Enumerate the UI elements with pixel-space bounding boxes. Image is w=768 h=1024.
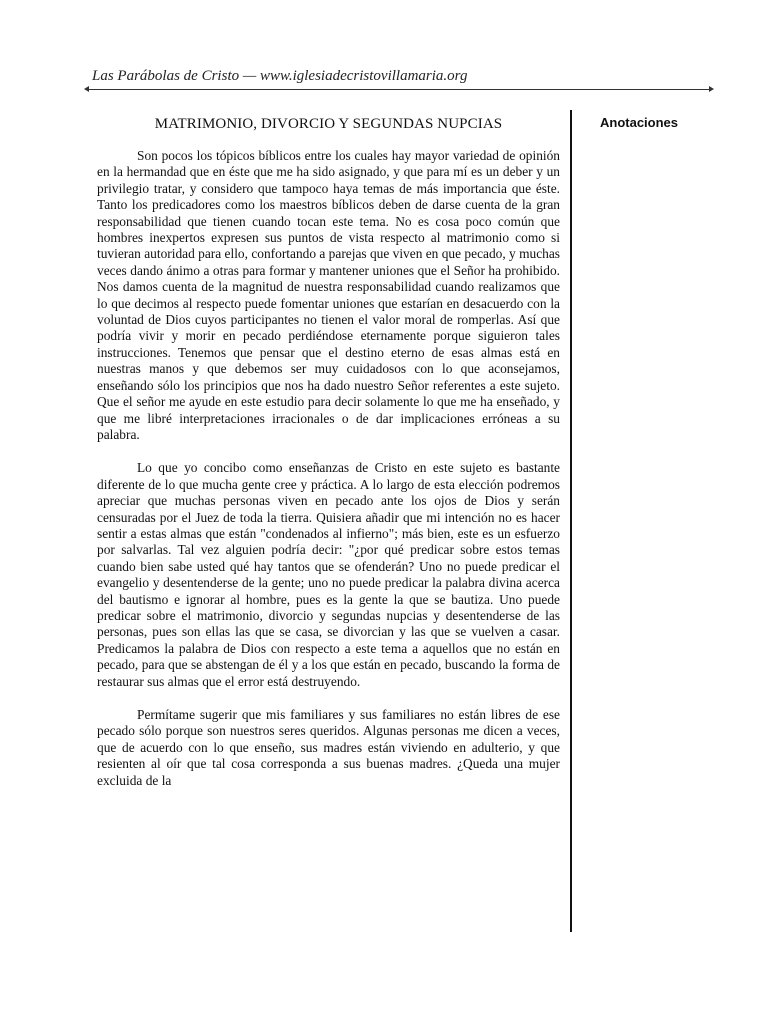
- article-title: MATRIMONIO, DIVORCIO Y SEGUNDAS NUPCIAS: [154, 116, 503, 132]
- paragraph-3: Permítame sugerir que mis familiares y sus familiares no están libres de ese pecado sólo porque son nuestros seres queridos. Algunas personas me dicen a veces, que de acuerdo con lo que enseño, sus madres están viviendo en adulterio, y que resienten al oír que tal cosa corresponda a sus buenas madres. ¿Queda una mujer excluida de la: [97, 707, 560, 788]
- main-text-column: [97, 114, 560, 789]
- header-rule-right-arrow: [709, 86, 714, 92]
- paragraph-2: Lo que yo concibo como enseñanzas de Cristo en este sujeto es bastante diferente de lo que mucha gente cree y práctica. A lo largo de esta elección podremos apreciar que muchas personas viven en pecado ante los ojos de Dios y serán censuradas por el Juez de toda la tierra. Quisiera añadir que mi intención no es hacer sentir a estas almas que están "condenados al infierno"; más bien, este es un esfuerzo por salvarlas. Tal vez alguien podría decir: "¿por qué predicar sobre estos temas cuando bien sabe usted qué hay tantos que se ofenderán? Uno no puede predicar el evangelio y desentenderse de la gente; uno no puede predicar la palabra divina acerca del bautismo e ignorar al hombre, pues es la gente la que se bautiza. Uno puede predicar sobre el matrimonio, divorcio y segundas nupcias y desentenderse de las personas, pues son ellas las que se casa, se divorcian y las que se vuelven a casar. Predicamos la palabra de Dios con respecto a este tema a aquellos que no están en pecado, para que se abstengan de él y a los que están en pecado, buscando la forma de restaurar sus almas que el error está destruyendo.: [97, 460, 560, 689]
- header-rule: [88, 89, 710, 90]
- page-header: Las Parábolas de Cristo — www.iglesiadecristovillamaria.org: [92, 68, 468, 84]
- paragraph-1: Son pocos los tópicos bíblicos entre los cuales hay mayor variedad de opinión en la hermandad que en éste que me ha sido asignado, y que para mí es un deber y un privilegio tratar, y considero que tampoco haya temas de más importancia que éste. Tanto los predicadores como los maestros bíblicos deben de darse cuenta de la gran responsabilidad que tienen cuando tocan este tema. No es cosa poco común que hombres inexpertos expresen sus puntos de vista respecto al matrimonio como si tuvieran autoridad para ello, confortando a parejas que viven en que pecado, y muchas veces dando ánimo a otras para formar y mantener uniones que el Señor ha prohibido. Nos damos cuenta de la magnitud de nuestra responsabilidad cuando realizamos que lo que decimos al respecto puede fomentar uniones que estarían en desacuerdo con la voluntad de Dios cuyos participantes no tienen el valor moral de romperlas. Así que podría vivir y morir en pecado perdiéndose eternamente porque siguieron tales instrucciones. Tenemos que pensar que el destino eterno de esas almas está en nuestras manos y que debemos ser muy cuidadosos con lo que aconsejamos, enseñando sólo los principios que nos ha dado nuestro Señor referentes a este sujeto. Que el señor me ayude en este estudio para decir solamente lo que me ha enseñado, y que me libré interpretaciones irracionales o de dar implicaciones erróneas a su palabra.: [97, 148, 560, 442]
- column-divider: [570, 110, 572, 932]
- annotations-heading: Anotaciones: [600, 115, 679, 130]
